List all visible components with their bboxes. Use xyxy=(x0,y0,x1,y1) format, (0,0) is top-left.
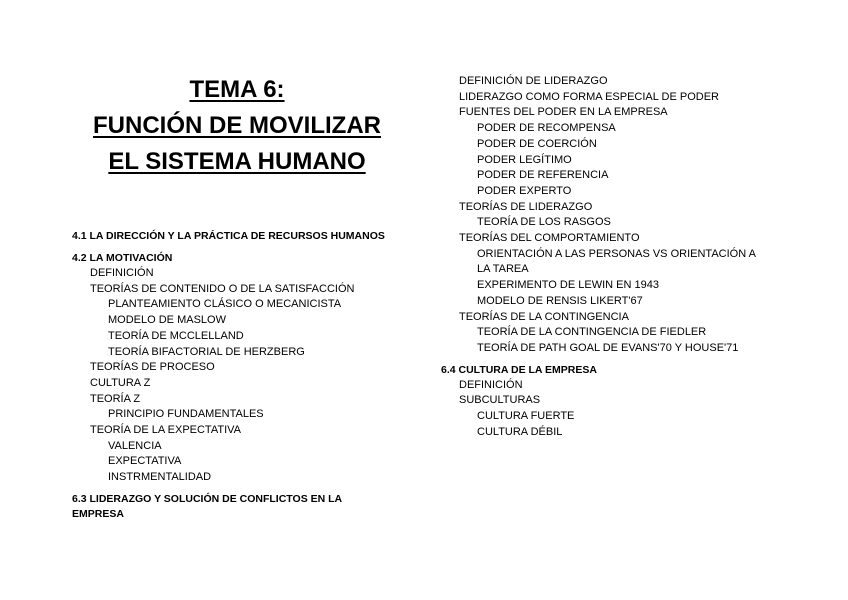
outline-item: DEFINICIÓN xyxy=(90,267,154,279)
outline-subitem: CULTURA DÉBIL xyxy=(477,425,563,438)
section-4-1-heading: 4.1 LA DIRECCIÓN Y LA PRÁCTICA DE RECURSOS HUMANOS xyxy=(72,230,385,242)
outline-item: DEFINICIÓN xyxy=(459,378,523,391)
outline-subitem: INSTRMENTALIDAD xyxy=(108,471,212,484)
outline-subitem: PODER DE COERCIÓN xyxy=(477,137,597,150)
outline-subitem: CULTURA FUERTE xyxy=(477,410,575,423)
section-6-4-heading: 6.4 CULTURA DE LA EMPRESA xyxy=(441,363,597,376)
outline-item: TEORÍAS DE PROCESO xyxy=(90,361,215,374)
right-column-outline xyxy=(441,74,781,440)
outline-subitem: PRINCIPIO FUNDAMENTALES xyxy=(108,408,264,421)
outline-subitem: PODER LEGÍTIMO xyxy=(477,153,572,166)
outline-item: SUBCULTURAS xyxy=(459,394,541,407)
outline-item: FUENTES DEL PODER EN LA EMPRESA xyxy=(459,106,668,119)
section-4-2-heading: 4.2 LA MOTIVACIÓN xyxy=(72,252,173,264)
title-line-3: EL SISTEMA HUMANO xyxy=(108,148,366,175)
section-6-3-heading: 6.3 LIDERAZGO Y SOLUCIÓN DE CONFLICTOS EN LA EMPRESA xyxy=(72,492,342,520)
title-line-1: TEMA 6: xyxy=(189,76,285,103)
outline-subitem: TEORÍA DE PATH GOAL DE EVANS'70 Y HOUSE'71 xyxy=(477,341,739,354)
outline-item: DEFINICIÓN DE LIDERAZGO xyxy=(459,75,608,87)
outline-subitem: PODER DE RECOMPENSA xyxy=(477,122,616,135)
outline-item: CULTURA Z xyxy=(90,376,151,389)
outline-subitem: PLANTEAMIENTO CLÁSICO O MECANICISTA xyxy=(108,298,342,311)
outline-subitem: ORIENTACIÓN A LAS PERSONAS VS ORIENTACIÓN A LA TAREA xyxy=(477,247,756,276)
outline-item: TEORÍAS DEL COMPORTAMIENTO xyxy=(459,232,640,245)
outline-subitem: VALENCIA xyxy=(108,439,162,452)
left-column-outline xyxy=(72,229,385,522)
outline-item: TEORÍA Z xyxy=(90,392,141,405)
outline-item: TEORÍA DE LA EXPECTATIVA xyxy=(90,424,241,437)
title-line-2: FUNCIÓN DE MOVILIZAR xyxy=(93,112,381,139)
outline-item: TEORÍAS DE LIDERAZGO xyxy=(459,200,593,213)
outline-subitem: PODER DE REFERENCIA xyxy=(477,169,609,182)
outline-item: LIDERAZGO COMO FORMA ESPECIAL DE PODER xyxy=(459,90,719,103)
outline-subitem: TEORÍA DE LA CONTINGENCIA DE FIEDLER xyxy=(477,326,707,339)
outline-subitem: PODER EXPERTO xyxy=(477,184,572,197)
outline-subitem: EXPERIMENTO DE LEWIN EN 1943 xyxy=(477,279,659,292)
outline-subitem: MODELO DE RENSIS LIKERT'67 xyxy=(477,294,643,307)
outline-subitem: EXPECTATIVA xyxy=(108,455,182,468)
outline-subitem: TEORÍA DE LOS RASGOS xyxy=(477,216,611,229)
outline-item: TEORÍAS DE LA CONTINGENCIA xyxy=(459,310,629,323)
outline-subitem: TEORÍA BIFACTORIAL DE HERZBERG xyxy=(108,345,305,358)
document-title xyxy=(72,72,402,180)
outline-subitem: TEORÍA DE MCCLELLAND xyxy=(108,329,244,342)
outline-item: TEORÍAS DE CONTENIDO O DE LA SATISFACCIÓN xyxy=(90,282,355,295)
outline-subitem: MODELO DE MASLOW xyxy=(108,314,226,327)
